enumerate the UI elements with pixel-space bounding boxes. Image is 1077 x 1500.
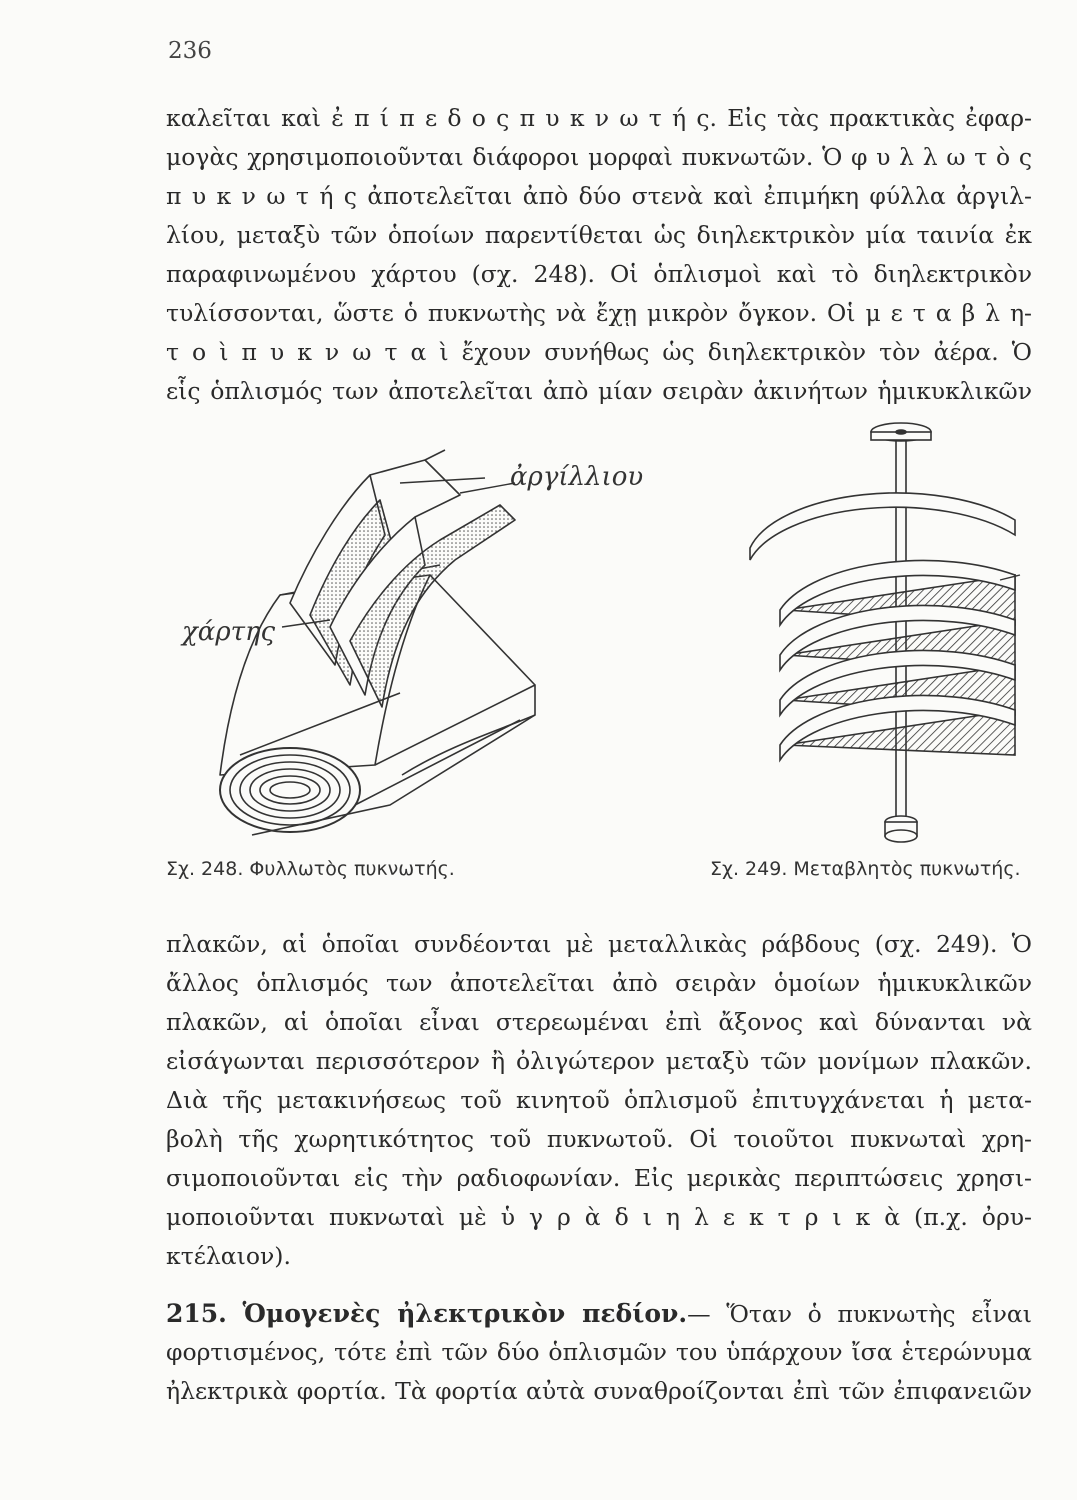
figure-248-caption: Σχ. 248. Φυλλωτὸς πυκνωτής. [166, 858, 455, 880]
paragraph-1 [166, 99, 1032, 411]
text-line: μογὰς χρησιμοποιοῦνται διάφοροι μορφαὶ πυκνωτῶν. Ὁ φ υ λ λ ω τ ὸ ς [166, 143, 1032, 171]
text-line: πλακῶν, αἱ ὁποῖαι εἶναι στερεωμέναι ἐπὶ ἄξονος καὶ δύνανται νὰ [166, 1008, 1032, 1036]
figure-249-caption: Σχ. 249. Μεταβλητὸς πυκνωτής. [710, 858, 1021, 880]
section-title: Ὁμογενὲς ἠλεκτρικὸν πεδίον. [242, 1299, 688, 1328]
section-first-line: — Ὅταν ὁ πυκνωτὴς εἶναι [687, 1300, 1032, 1328]
text-line: Διὰ τῆς μετακινήσεως τοῦ κινητοῦ ὁπλισμοῦ ἐπιτυγχάνεται ἡ μετα- [166, 1086, 1032, 1114]
text-line: παραφινωμένου χάρτου (σχ. 248). Οἱ ὁπλισμοὶ καὶ τὸ διηλεκτρικὸν [166, 260, 1032, 288]
paragraph-2 [166, 925, 1032, 1276]
text-line: εἰσάγωνται περισσότερον ἢ ὀλιγώτερον μεταξὺ τῶν μονίμων πλακῶν. [166, 1047, 1032, 1075]
text-line: τ ο ὶ π υ κ ν ω τ α ὶ ἔχουν συνήθως ὡς διηλεκτρικὸν τὸν ἀέρα. Ὁ [166, 338, 1032, 366]
label-paper: χάρτης [182, 617, 276, 647]
text-line: σιμοποιοῦνται εἰς τὴν ραδιοφωνίαν. Εἰς μερικὰς περιπτώσεις χρησι- [166, 1164, 1032, 1192]
text-line: εἷς ὁπλισμός των ἀποτελεῖται ἀπὸ μίαν σειρὰν ἀκινήτων ἡμικυκλικῶν [166, 377, 1032, 405]
text-line: ἠλεκτρικὰ φορτία. Τὰ φορτία αὐτὰ συναθροίζονται ἐπὶ τῶν ἐπιφανειῶν [166, 1377, 1032, 1405]
section-heading-line [166, 1294, 1032, 1333]
text-line: πλακῶν, αἱ ὁποῖαι συνδέονται μὲ μεταλλικὰς ράβδους (σχ. 249). Ὁ [166, 930, 1032, 958]
text-line: μοποιοῦνται πυκνωταὶ μὲ ὑ γ ρ ὰ δ ι η λ ε κ τ ρ ι κ ὰ (π.χ. ὀρυ- [166, 1203, 1032, 1231]
text-line: βολὴ τῆς χωρητικότητος τοῦ πυκνωτοῦ. Οἱ τοιοῦτοι πυκνωταὶ χρη- [166, 1125, 1032, 1153]
text-line: καλεῖται καὶ ἐ π ί π ε δ ο ς π υ κ ν ω τ ή ς. Εἰς τὰς πρακτικὰς ἐφαρ- [166, 104, 1032, 132]
text-line: ἄλλος ὁπλισμός των ἀποτελεῖται ἀπὸ σειρὰν ὁμοίων ἡμικυκλικῶν [166, 969, 1032, 997]
text-line: λίου, μεταξὺ τῶν ὁποίων παρεντίθεται ὡς διηλεκτρικὸν μία ταινία ἐκ [166, 221, 1032, 249]
rolled-capacitor-figure [170, 445, 644, 855]
page-number: 236 [168, 38, 212, 64]
label-aluminium: ἀργίλλιου [510, 462, 644, 492]
section-number: 215. [166, 1299, 227, 1328]
text-line: τυλίσσονται, ὥστε ὁ πυκνωτὴς νὰ ἔχῃ μικρὸν ὄγκον. Οἱ μ ε τ α β λ η- [166, 299, 1032, 327]
text-line: π υ κ ν ω τ ή ς ἀποτελεῖται ἀπὸ δύο στενὰ καὶ ἐπιμήκη φύλλα ἀργιλ- [166, 182, 1032, 210]
text-line: κτέλαιον). [166, 1242, 291, 1270]
variable-capacitor-figure [670, 410, 1050, 850]
section-215 [166, 1294, 1032, 1411]
text-line: φορτισμένος, τότε ἐπὶ τῶν δύο ὁπλισμῶν του ὑπάρχουν ἴσα ἑτερώνυμα [166, 1338, 1032, 1366]
